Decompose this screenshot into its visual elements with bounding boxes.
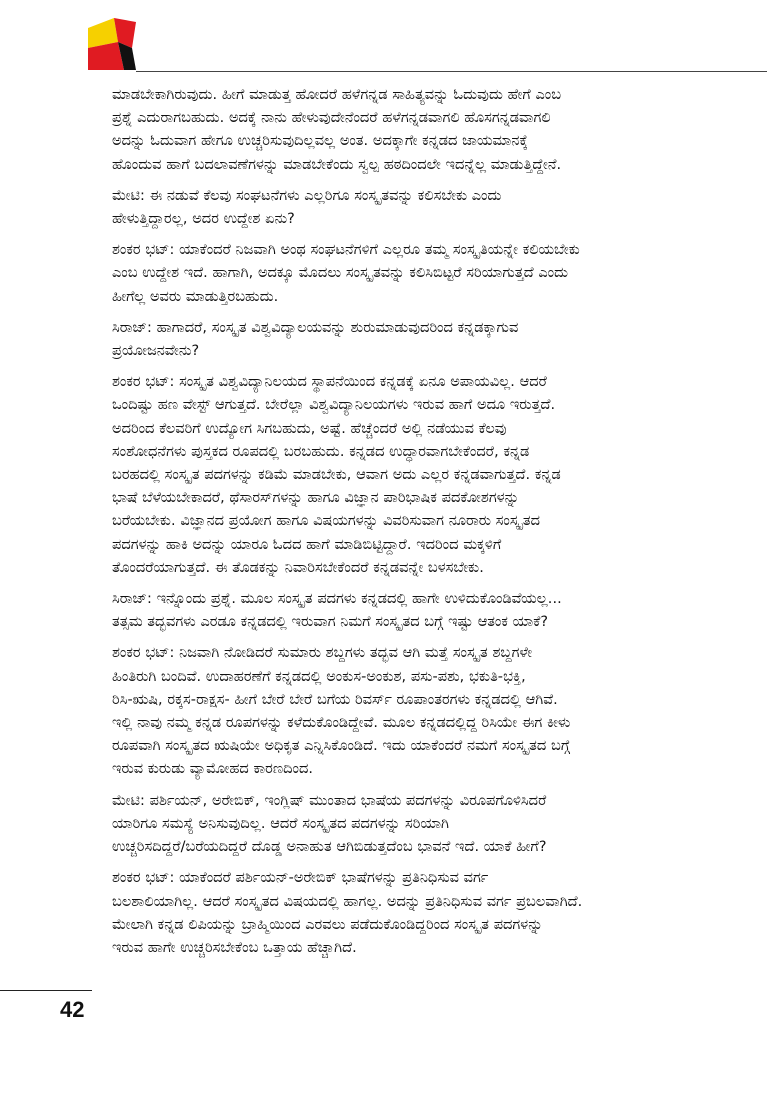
text-line: ಒಂದಿಷ್ಟು ಹಣ ವೇಸ್ಟ್ ಆಗುತ್ತದೆ. ಬೇರೆಲ್ಲಾ ವಿಶ್ವವಿದ್ಯಾನಿಲಯಗಳು ಇರುವ ಹಾಗೆ ಅದೂ ಇರುತ್ತದೆ. <box>112 397 556 414</box>
text-line: ರೂಪವಾಗಿ ಸಂಸ್ಕೃತದ ಋಷಿಯೇ ಅಧಿಕೃತ ಎನ್ನಿಸಿಕೊಂಡಿದೆ. ಇದು ಯಾಕೆಂದರೆ ನಮಗೆ ಸಂಸ್ಕೃತದ ಬಗ್ಗೆ <box>112 738 571 755</box>
text-line: ಪ್ರಶ್ನೆ ಎದುರಾಗಬಹುದು. ಅದಕ್ಕೆ ನಾನು ಹೇಳುವುದೇನೆಂದರೆ ಹಳೆಗನ್ನಡವಾಗಲಿ ಹೊಸಗನ್ನಡವಾಗಲಿ <box>112 110 551 127</box>
page-number: 42 <box>60 997 85 1022</box>
paragraph <box>112 84 712 177</box>
publisher-logo-icon <box>88 18 136 70</box>
text-line: ಸಿರಾಜ್: ಹಾಗಾದರೆ, ಸಂಸ್ಕೃತ ವಿಶ್ವವಿದ್ಯಾಲಯವನ್ನು ಶುರುಮಾಡುವುದರಿಂದ ಕನ್ನಡಕ್ಕಾಗುವ <box>112 319 519 336</box>
text-line: ಹೀಗೆಲ್ಲ ಅವರು ಮಾಡುತ್ತಿರಬಹುದು. <box>112 288 279 305</box>
paragraph <box>112 790 712 860</box>
text-line: ಶಂಕರ ಭಟ್: ನಿಜವಾಗಿ ನೋಡಿದರೆ ಸುಮಾರು ಶಬ್ದಗಳು ತದ್ಭವ ಆಗಿ ಮತ್ತೆ ಸಂಸ್ಕೃತ ಶಬ್ದಗಳೇ <box>112 645 533 662</box>
text-line: ಬರಹದಲ್ಲಿ ಸಂಸ್ಕೃತ ಪದಗಳನ್ನು ಕಡಿಮೆ ಮಾಡಬೇಕು, ಆವಾಗ ಅದು ಎಲ್ಲರ ಕನ್ನಡವಾಗುತ್ತದೆ. ಕನ್ನಡ <box>112 467 561 484</box>
paragraph <box>112 185 712 231</box>
text-line: ಹಿಂತಿರುಗಿ ಬಂದಿವೆ. ಉದಾಹರಣೆಗೆ ಕನ್ನಡದಲ್ಲಿ ಅಂಕುಸ-ಅಂಕುಶ, ಪಸು-ಪಶು, ಭಕುತಿ-ಭಕ್ತಿ, <box>112 668 526 685</box>
paragraph <box>112 317 712 363</box>
text-line: ಎಂಬ ಉದ್ದೇಶ ಇದೆ. ಹಾಗಾಗಿ, ಅದಕ್ಕೂ ಮೊದಲು ಸಂಸ್ಕೃತವನ್ನು ಕಲಿಸಿಬಿಟ್ಟರೆ ಸರಿಯಾಗುತ್ತದೆ ಎಂದು <box>112 265 569 282</box>
text-line: ರಿಸಿ-ಋಷಿ, ರಕ್ಕಸ-ರಾಕ್ಷಸ- ಹೀಗೆ ಬೇರೆ ಬೇರೆ ಬಗೆಯ ರಿವರ್ಸ್ ರೂಪಾಂತರಗಳು ಕನ್ನಡದಲ್ಲಿ ಆಗಿವೆ. <box>112 691 558 708</box>
text-line: ಸಂಶೋಧನೆಗಳು ಪುಸ್ತಕದ ರೂಪದಲ್ಲಿ ಬರಬಹುದು. ಕನ್ನಡದ ಉದ್ಧಾರವಾಗಬೇಕೆಂದರೆ, ಕನ್ನಡ <box>112 443 530 460</box>
text-line: ಮಾಡಬೇಕಾಗಿರುವುದು. ಹೀಗೆ ಮಾಡುತ್ತ ಹೋದರೆ ಹಳೆಗನ್ನಡ ಸಾಹಿತ್ಯವನ್ನು ಓದುವುದು ಹೇಗೆ ಎಂಬ <box>112 87 562 103</box>
text-line: ಭಾಷೆ ಬೆಳೆಯಬೇಕಾದರೆ, ಥೆಸಾರಸ್‌ಗಳನ್ನು ಹಾಗೂ ವಿಜ್ಞಾನ ಪಾರಿಭಾಷಿಕ ಪದಕೋಶಗಳನ್ನು <box>112 490 520 507</box>
text-line: ಅದರಿಂದ ಕೆಲವರಿಗೆ ಉದ್ಯೋಗ ಸಿಗಬಹುದು, ಅಷ್ಟೆ. ಹೆಚ್ಚೆಂದರೆ ಅಲ್ಲಿ ನಡೆಯುವ ಕೆಲವು <box>112 420 507 437</box>
text-line: ಪ್ರಯೋಜನವೇನು? <box>112 343 200 360</box>
text-line: ಹೊಂದುವ ಹಾಗೆ ಬದಲಾವಣೆಗಳನ್ನು ಮಾಡಬೇಕೆಂದು ಸ್ವಲ್ಪ ಹಠದಿಂದಲೇ ಇದನ್ನೆಲ್ಲ ಮಾಡುತ್ತಿದ್ದೇನೆ. <box>112 156 562 173</box>
text-line: ಪದಗಳನ್ನು ಹಾಕಿ ಅದನ್ನು ಯಾರೂ ಓದದ ಹಾಗೆ ಮಾಡಿಬಿಟ್ಟಿದ್ದಾರೆ. ಇದರಿಂದ ಮಕ್ಕಳಿಗೆ <box>112 536 502 553</box>
header-rule <box>136 71 767 72</box>
text-line: ತತ್ಸಮ ತದ್ಭವಗಳು ಎರಡೂ ಕನ್ನಡದಲ್ಲಿ ಇರುವಾಗ ನಿಮಗೆ ಸಂಸ್ಕೃತದ ಬಗ್ಗೆ ಇಷ್ಟು ಆತಂಕ ಯಾಕೆ? <box>112 614 549 631</box>
article-body <box>112 84 712 968</box>
text-line: ಮೇಟಿ: ಈ ನಡುವೆ ಕೆಲವು ಸಂಘಟನೆಗಳು ಎಲ್ಲರಿಗೂ ಸಂಸ್ಕೃತವನ್ನು ಕಲಿಸಬೇಕು ಎಂದು <box>112 187 502 204</box>
text-line: ಅದನ್ನು ಓದುವಾಗ ಹೇಗೂ ಉಚ್ಚರಿಸುವುದಿಲ್ಲವಲ್ಲ ಅಂತ. ಅದಕ್ಕಾಗೇ ಕನ್ನಡದ ಜಾಯಮಾನಕ್ಕೆ <box>112 133 528 150</box>
paragraph <box>112 239 712 309</box>
text-line: ಶಂಕರ ಭಟ್: ಸಂಸ್ಕೃತ ವಿಶ್ವವಿದ್ಯಾನಿಲಯದ ಸ್ಥಾಪನೆಯಿಂದ ಕನ್ನಡಕ್ಕೆ ಏನೂ ಅಪಾಯವಿಲ್ಲ. ಆದರೆ <box>112 374 547 391</box>
text-line: ಹೇಳುತ್ತಿದ್ದಾರಲ್ಲ, ಅದರ ಉದ್ದೇಶ ಏನು? <box>112 211 295 228</box>
text-line: ತೊಂದರೆಯಾಗುತ್ತದೆ. ಈ ತೊಡಕನ್ನು ನಿವಾರಿಸಬೇಕೆಂದರೆ ಕನ್ನಡವನ್ನೇ ಬಳಸಬೇಕು. <box>112 559 484 576</box>
paragraph <box>112 371 712 580</box>
text-line: ಬಲಶಾಲಿಯಾಗಿಲ್ಲ. ಆದರೆ ಸಂಸ್ಕೃತದ ವಿಷಯದಲ್ಲಿ ಹಾಗಲ್ಲ. ಅದನ್ನು ಪ್ರತಿನಿಧಿಸುವ ವರ್ಗ ಪ್ರಬಲವಾಗಿದೆ. <box>112 893 583 910</box>
text-line: ಮೇಟಿ: ಪರ್ಶಿಯನ್, ಅರೇಬಿಕ್, ಇಂಗ್ಲಿಷ್ ಮುಂತಾದ ಭಾಷೆಯ ಪದಗಳನ್ನು ವಿರೂಪಗೊಳಿಸಿದರೆ <box>112 792 547 809</box>
paragraph <box>112 642 712 781</box>
text-line: ಇರುವ ಹಾಗೇ ಉಚ್ಚರಿಸಬೇಕೆಂಬ ಒತ್ತಾಯ ಹೆಚ್ಚಾಗಿದೆ. <box>112 939 357 956</box>
text-line: ಯಾರಿಗೂ ಸಮಸ್ಯೆ ಅನಿಸುವುದಿಲ್ಲ. ಆದರೆ ಸಂಸ್ಕೃತದ ಪದಗಳನ್ನು ಸರಿಯಾಗಿ <box>112 815 449 832</box>
text-line: ಇಲ್ಲಿ ನಾವು ನಮ್ಮ ಕನ್ನಡ ರೂಪಗಳನ್ನು ಕಳೆದುಕೊಂಡಿದ್ದೇವೆ. ಮೂಲ ಕನ್ನಡದಲ್ಲಿದ್ದ ರಿಸಿಯೇ ಈಗ ಕೀಳು <box>112 715 571 732</box>
text-line: ಬರೆಯಬೇಕು. ವಿಜ್ಞಾನದ ಪ್ರಯೋಗ ಹಾಗೂ ವಿಷಯಗಳನ್ನು ವಿವರಿಸುವಾಗ ನೂರಾರು ಸಂಸ್ಕೃತದ <box>112 513 541 530</box>
text-line: ಸಿರಾಜ್: ಇನ್ನೊಂದು ಪ್ರಶ್ನೆ. ಮೂಲ ಸಂಸ್ಕೃತ ಪದಗಳು ಕನ್ನಡದಲ್ಲಿ ಹಾಗೇ ಉಳಿದುಕೊಂಡಿವೆಯಲ್ಲ... <box>112 591 562 608</box>
footer-rule <box>0 990 92 991</box>
text-line: ಶಂಕರ ಭಟ್: ಯಾಕೆಂದರೆ ನಿಜವಾಗಿ ಅಂಥ ಸಂಘಟನೆಗಳಿಗೆ ಎಲ್ಲರೂ ತಮ್ಮ ಸಂಸ್ಕೃತಿಯನ್ನೇ ಕಲಿಯಬೇಕು <box>112 242 580 259</box>
text-line: ಇರುವ ಕುರುಡು ವ್ಯಾಮೋಹದ ಕಾರಣದಿಂದ. <box>112 761 314 778</box>
paragraph <box>112 867 712 960</box>
paragraph <box>112 588 712 634</box>
text-line: ಉಚ್ಚರಿಸದಿದ್ದರೆ/ಬರೆಯದಿದ್ದರೆ ದೊಡ್ಡ ಅನಾಹುತ ಆಗಿಬಿಡುತ್ತದೆಂಬ ಭಾವನೆ ಇದೆ. ಯಾಕೆ ಹೀಗೆ? <box>112 839 547 856</box>
text-line: ಶಂಕರ ಭಟ್: ಯಾಕೆಂದರೆ ಪರ್ಶಿಯನ್-ಅರೇಬಿಕ್ ಭಾಷೆಗಳನ್ನು ಪ್ರತಿನಿಧಿಸುವ ವರ್ಗ <box>112 870 489 887</box>
text-line: ಮೇಲಾಗಿ ಕನ್ನಡ ಲಿಪಿಯನ್ನು ಬ್ರಾಹ್ಮಿಯಿಂದ ಎರವಲು ಪಡೆದುಕೊಂಡಿದ್ದರಿಂದ ಸಂಸ್ಕೃತ ಪದಗಳನ್ನು <box>112 916 543 933</box>
